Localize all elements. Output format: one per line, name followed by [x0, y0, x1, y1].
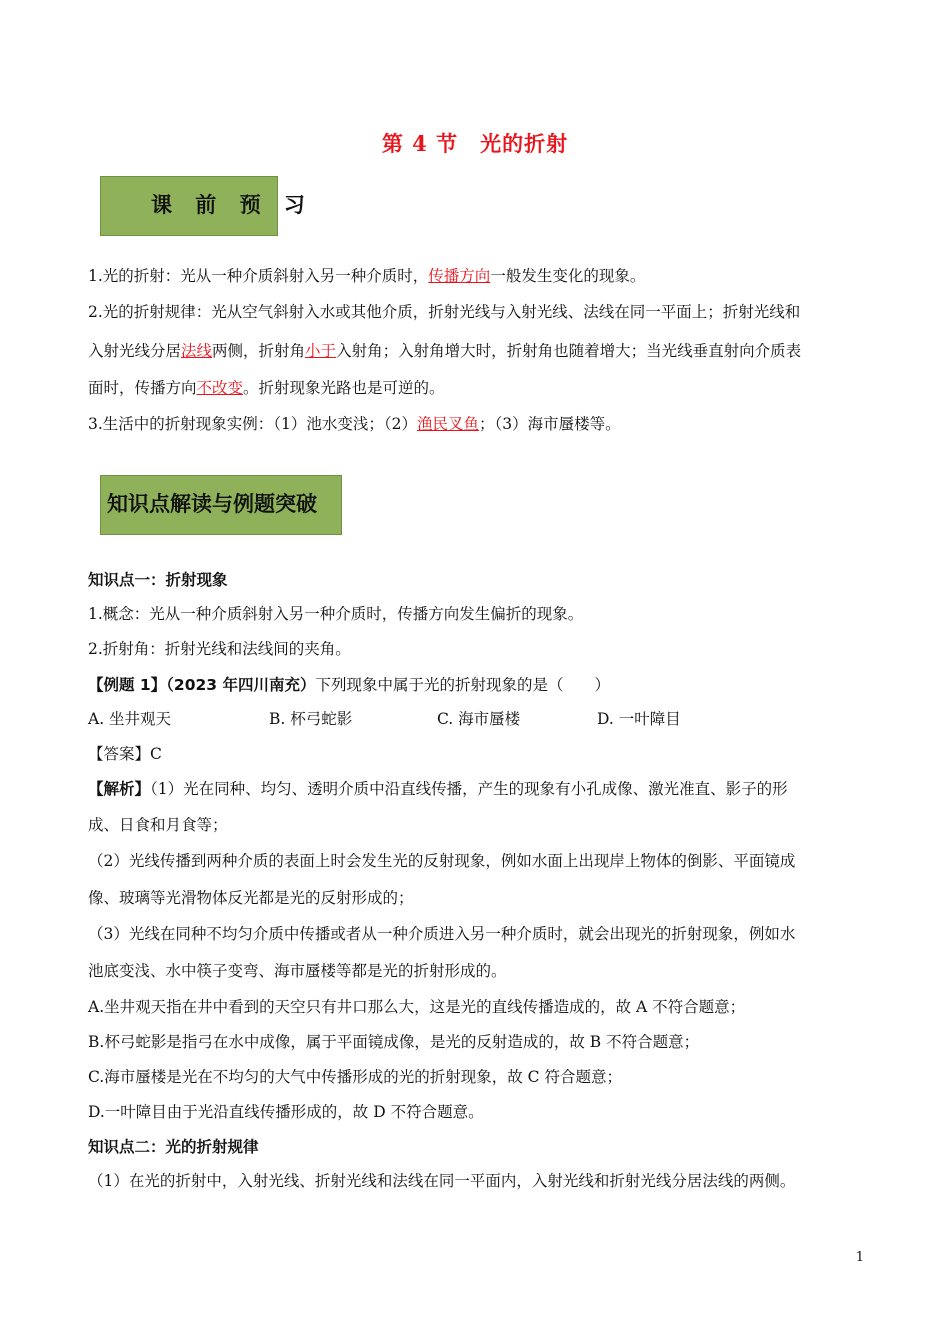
analysis-3a: （3）光线在同种不均匀介质中传播或者从一种介质进入另一种介质时，就会出现光的折射现象，例如水	[88, 925, 796, 943]
blank-answer: 不改变	[196, 379, 244, 397]
page-number: 1	[855, 1250, 864, 1265]
analysis-2b: 像、玻璃等光滑物体反光都是光的反射形成的；	[88, 889, 414, 907]
section-header-preview	[100, 176, 313, 236]
option-d: D. 一叶障目	[597, 710, 681, 728]
answer: 【答案】C	[88, 745, 162, 763]
blank-answer: 渔民叉鱼	[417, 415, 480, 433]
blank-answer: 传播方向	[428, 267, 491, 285]
blank-answer: 小于	[305, 342, 337, 360]
analysis-1b: 成、日食和月食等；	[88, 816, 228, 834]
preview-line-2: 2.光的折射规律：光从空气斜射入水或其他介质，折射光线与入射光线、法线在同一平面上；折射光线和	[88, 303, 801, 321]
section-header-knowledge	[100, 475, 342, 535]
section-header-label: 课 前 预 习	[151, 193, 313, 217]
analysis-opt-c: C.海市蜃楼是光在不均匀的大气中传播形成的光的折射现象，故 C 符合题意；	[88, 1068, 622, 1086]
kp2-heading: 知识点二：光的折射规律	[88, 1138, 259, 1156]
analysis-3b: 池底变浅、水中筷子变弯、海市蜃楼等都是光的折射形成的。	[88, 962, 507, 980]
analysis-opt-a: A.坐井观天指在井中看到的天空只有井口那么大，这是光的直线传播造成的，故 A 不符合题意；	[88, 998, 746, 1016]
option-b: B. 杯弓蛇影	[269, 710, 353, 728]
preview-line-1: 1.光的折射：光从一种介质斜射入另一种介质时，传播方向一般发生变化的现象。	[88, 267, 646, 285]
analysis-opt-d: D.一叶障目由于光沿直线传播形成的，故 D 不符合题意。	[88, 1103, 484, 1121]
page-title: 第 4 节 光的折射	[381, 131, 569, 156]
analysis-tag: 【解析】	[88, 780, 151, 798]
kp2-line-1: （1）在光的折射中，入射光线、折射光线和法线在同一平面内，入射光线和折射光线分居法线的两侧。	[88, 1172, 796, 1190]
preview-line-5: 3.生活中的折射现象实例：（1）池水变浅；（2）渔民叉鱼；（3）海市蜃楼等。	[88, 415, 621, 433]
kp1-heading: 知识点一：折射现象	[88, 571, 228, 589]
blank-answer: 法线	[181, 342, 213, 360]
analysis-1a: 【解析】（1）光在同种、均匀、透明介质中沿直线传播，产生的现象有小孔成像、激光准直、影子的形	[88, 780, 788, 798]
option-a: A. 坐井观天	[88, 710, 172, 728]
option-c: C. 海市蜃楼	[437, 710, 521, 728]
kp1-concept: 1.概念：光从一种介质斜射入另一种介质时，传播方向发生偏折的现象。	[88, 605, 584, 623]
preview-line-3: 入射光线分居法线两侧，折射角小于入射角；入射角增大时，折射角也随着增大；当光线垂直射向介质表	[88, 342, 802, 360]
analysis-2a: （2）光线传播到两种介质的表面上时会发生光的反射现象，例如水面上出现岸上物体的倒影、平面镜成	[88, 852, 796, 870]
kp1-angle: 2.折射角：折射光线和法线间的夹角。	[88, 640, 351, 658]
analysis-opt-b: B.杯弓蛇影是指弓在水中成像，属于平面镜成像，是光的反射造成的，故 B 不符合题意；	[88, 1033, 700, 1051]
preview-line-4: 面时，传播方向不改变。折射现象光路也是可逆的。	[88, 379, 445, 397]
section-header-label: 知识点解读与例题突破	[107, 492, 317, 516]
example-tag: 【例题 1】（2023 年四川南充）	[88, 676, 316, 694]
example-question: 【例题 1】（2023 年四川南充）下列现象中属于光的折射现象的是（ ）	[88, 676, 610, 694]
